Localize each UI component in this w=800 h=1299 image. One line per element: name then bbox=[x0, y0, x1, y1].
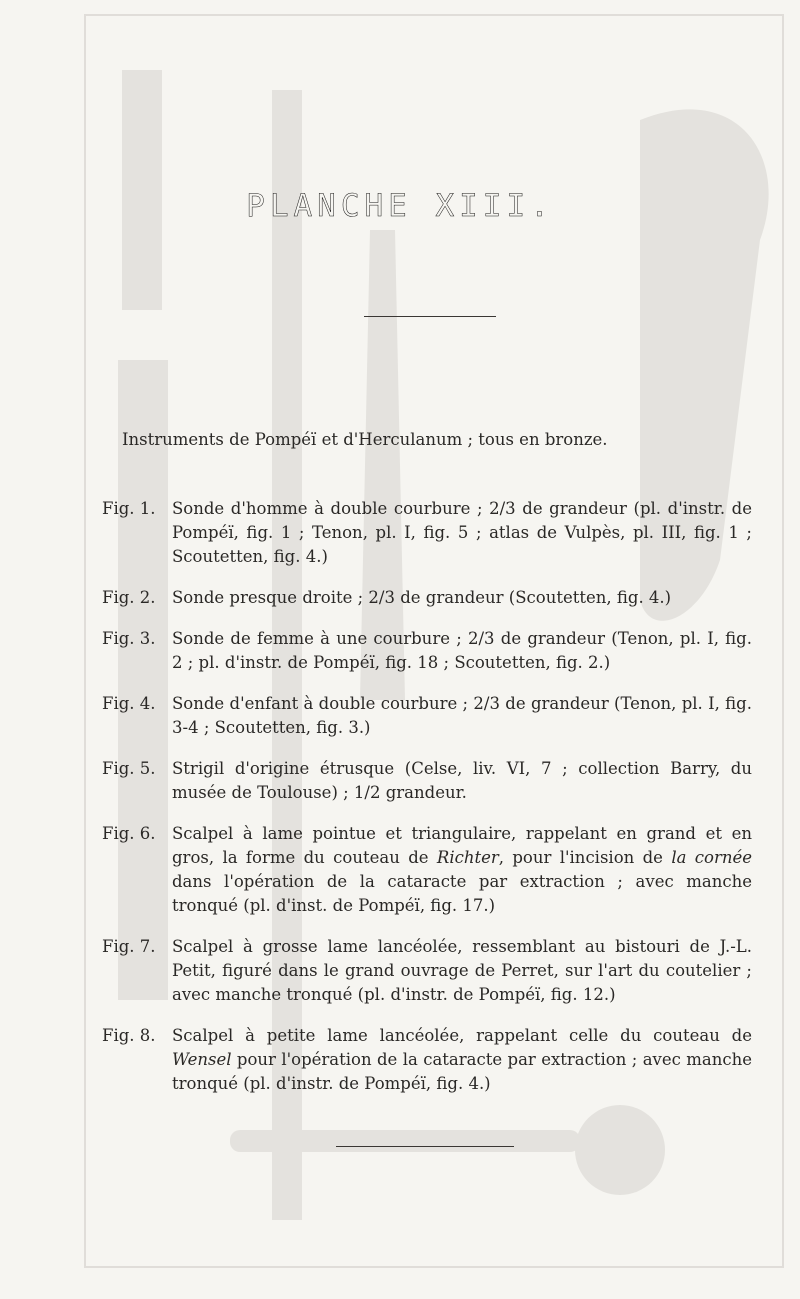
figure-number: Fig. 8. bbox=[102, 1026, 156, 1045]
figure-entry-4 bbox=[102, 692, 752, 740]
figure-description: Sonde d'enfant à double courbure ; 2/3 de grandeur (Tenon, pl. I, fig. 3-4 ; Scoutetten, fig. 3.) bbox=[172, 694, 752, 737]
figure-legend-list bbox=[102, 497, 752, 1113]
figure-description: Sonde presque droite ; 2/3 de grandeur (Scoutetten, fig. 4.) bbox=[172, 588, 672, 607]
title-divider bbox=[364, 316, 496, 317]
figure-description: Sonde de femme à une courbure ; 2/3 de grandeur (Tenon, pl. I, fig. 2 ; pl. d'instr. de Pompéï, fig. 18 ; Scoutetten, fig. 2.) bbox=[172, 629, 752, 672]
ghost-shaft bbox=[230, 1130, 580, 1152]
figure-entry-2 bbox=[102, 586, 752, 610]
figure-number: Fig. 5. bbox=[102, 759, 156, 778]
figure-description: Strigil d'origine étrusque (Celse, liv. VI, 7 ; collection Barry, du musée de Toulouse) ; 1/2 grandeur. bbox=[172, 759, 752, 802]
figure-number: Fig. 3. bbox=[102, 629, 156, 648]
figure-number: Fig. 4. bbox=[102, 694, 156, 713]
ghost-handle bbox=[575, 1105, 665, 1195]
figure-italic-term: la cornée bbox=[671, 848, 753, 867]
figure-entry-3 bbox=[102, 627, 752, 675]
figure-entry-5 bbox=[102, 757, 752, 805]
figure-entry-8 bbox=[102, 1024, 752, 1096]
figure-italic-term: Richter bbox=[436, 848, 499, 867]
figure-text-part: , pour l'incision de bbox=[498, 848, 672, 867]
figure-entry-7 bbox=[102, 935, 752, 1007]
figure-text-part: pour l'opération de la cataracte par extraction ; avec manche tronqué (pl. d'instr. de Pompéï, fig. 4.) bbox=[172, 1050, 752, 1093]
figure-italic-term: Wensel bbox=[172, 1050, 232, 1069]
figure-number: Fig. 2. bbox=[102, 588, 156, 607]
figure-text-part: Scalpel à lame pointue et triangulaire, rappelant en grand et en gros, la forme du couteau de bbox=[172, 824, 752, 867]
figure-number: Fig. 6. bbox=[102, 824, 156, 843]
figure-text-part: dans l'opération de la cataracte par extraction ; avec manche tronqué (pl. d'inst. de Pompéï, fig. 17.) bbox=[172, 872, 752, 915]
bottom-divider bbox=[336, 1146, 514, 1147]
plate-subtitle: Instruments de Pompéï et d'Herculanum ; tous en bronze. bbox=[122, 430, 608, 449]
figure-text-part: Scalpel à petite lame lancéolée, rappelant celle du couteau de bbox=[172, 1026, 752, 1045]
figure-entry-1 bbox=[102, 497, 752, 569]
figure-description bbox=[172, 1024, 752, 1096]
figure-number: Fig. 7. bbox=[102, 937, 156, 956]
plate-title: PLANCHE XIII. bbox=[246, 188, 554, 224]
figure-description: Sonde d'homme à double courbure ; 2/3 de grandeur (pl. d'instr. de Pompéï, fig. 1 ; Tenon, pl. I, fig. 5 ; atlas de Vulpès, pl. III, fig. 1 ; Scoutetten, fig. 4.) bbox=[172, 499, 752, 566]
figure-number: Fig. 1. bbox=[102, 499, 156, 518]
figure-entry-6 bbox=[102, 822, 752, 918]
figure-description bbox=[172, 822, 752, 918]
figure-description: Scalpel à grosse lame lancéolée, ressemblant au bistouri de J.-L. Petit, figuré dans le grand ouvrage de Perret, sur l'art du coutelier ; avec manche tronqué (pl. d'instr. de Pompéï, fig. 12.) bbox=[172, 937, 752, 1004]
